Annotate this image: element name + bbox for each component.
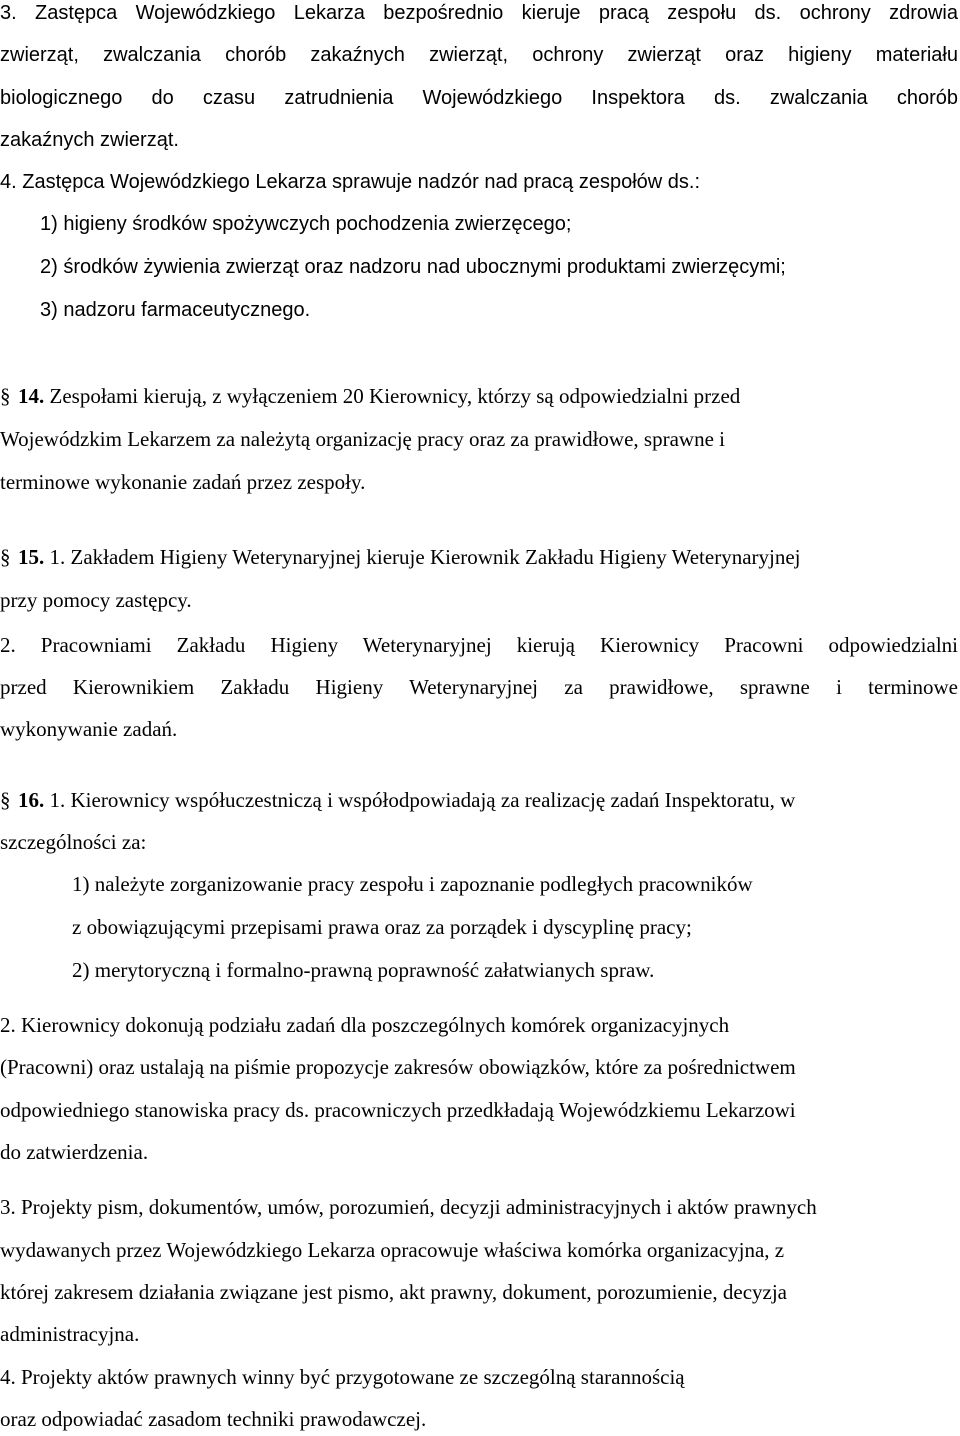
section-16-p3-line1: 3. Projekty pism, dokumentów, umów, porozumień, decyzji administracyjnych i aktów prawnych bbox=[0, 1195, 817, 1219]
section-14-number: 14. bbox=[18, 384, 45, 408]
section-16-number: 16. bbox=[18, 788, 45, 812]
section-16-item1-line2: z obowiązującymi przepisami prawa oraz za porządek i dyscyplinę pracy; bbox=[72, 915, 692, 939]
section-16-p4-line1: 4. Projekty aktów prawnych winny być przygotowane ze szczególną starannością bbox=[0, 1365, 685, 1389]
section-sign-icon: § bbox=[0, 384, 11, 408]
para4-intro: 4. Zastępca Wojewódzkiego Lekarza sprawuje nadzór nad pracą zespołów ds.: bbox=[0, 171, 701, 193]
para3-line4: zakaźnych zwierząt. bbox=[0, 129, 179, 151]
section-16-p3-line4: administracyjna. bbox=[0, 1322, 140, 1346]
section-sign-icon: § bbox=[0, 545, 11, 569]
para4-item-2: 2) środków żywienia zwierząt oraz nadzoru nad ubocznymi produktami zwierzęcymi; bbox=[40, 256, 786, 278]
section-16-p4-line2: oraz odpowiadać zasadom techniki prawodawczej. bbox=[0, 1407, 427, 1431]
section-15-p1-text: 1. Zakładem Higieny Weterynaryjnej kieruje Kierownik Zakładu Higieny Weterynaryjnej bbox=[49, 545, 801, 569]
section-16-item2: 2) merytoryczną i formalno-prawną poprawność załatwianych spraw. bbox=[72, 958, 655, 982]
section-14-line1 bbox=[0, 383, 740, 409]
section-15-p1-line2: przy pomocy zastępcy. bbox=[0, 588, 192, 612]
section-15-line1 bbox=[0, 544, 801, 570]
section-15-number: 15. bbox=[18, 545, 45, 569]
section-sign-icon: § bbox=[0, 788, 11, 812]
section-14-text1: Zespołami kierują, z wyłączeniem 20 Kierownicy, którzy są odpowiedzialni przed bbox=[49, 384, 741, 408]
section-16-p1-line2: szczególności za: bbox=[0, 830, 147, 854]
para3-line2: zwierząt, zwalczania chorób zakaźnych zwierząt, ochrony zwierząt oraz higieny materiału bbox=[0, 44, 958, 66]
para3-line1: 3. Zastępca Wojewódzkiego Lekarza bezpośrednio kieruje pracą zespołu ds. ochrony zdrowia bbox=[0, 2, 958, 24]
section-14-line3: terminowe wykonanie zadań przez zespoły. bbox=[0, 470, 366, 494]
section-16-p3-line3: której zakresem działania związane jest pismo, akt prawny, dokument, porozumienie, decyzja bbox=[0, 1280, 787, 1304]
para4-item-1: 1) higieny środków spożywczych pochodzenia zwierzęcego; bbox=[40, 213, 572, 235]
section-15-p2-line1: 2. Pracowniami Zakładu Higieny Weterynaryjnej kierują Kierownicy Pracowni odpowiedzialni bbox=[0, 633, 958, 657]
section-15-p2-line3: wykonywanie zadań. bbox=[0, 717, 178, 741]
section-16-item1-line1: 1) należyte zorganizowanie pracy zespołu i zapoznanie podległych pracowników bbox=[72, 872, 753, 896]
section-16-p1-text: 1. Kierownicy współuczestniczą i współodpowiadają za realizację zadań Inspektoratu, w bbox=[49, 788, 796, 812]
para3-line3: biologicznego do czasu zatrudnienia Wojewódzkiego Inspektora ds. zwalczania chorób bbox=[0, 87, 958, 109]
section-16-p2-line1: 2. Kierownicy dokonują podziału zadań dla poszczególnych komórek organizacyjnych bbox=[0, 1013, 730, 1037]
section-14-line2: Wojewódzkim Lekarzem za należytą organizację pracy oraz za prawidłowe, sprawne i bbox=[0, 427, 725, 451]
section-16-p2-line3: odpowiedniego stanowiska pracy ds. pracowniczych przedkładają Wojewódzkiemu Lekarzowi bbox=[0, 1098, 796, 1122]
section-16-line1 bbox=[0, 787, 795, 813]
section-16-p3-line2: wydawanych przez Wojewódzkiego Lekarza opracowuje właściwa komórka organizacyjna, z bbox=[0, 1238, 785, 1262]
section-16-p2-line2: (Pracowni) oraz ustalają na piśmie propozycje zakresów obowiązków, które za pośrednictwem bbox=[0, 1055, 796, 1079]
section-16-p2-line4: do zatwierdzenia. bbox=[0, 1140, 149, 1164]
para4-item-3: 3) nadzoru farmaceutycznego. bbox=[40, 299, 311, 321]
section-15-p2-line2: przed Kierownikiem Zakładu Higieny Weterynaryjnej za prawidłowe, sprawne i terminowe bbox=[0, 675, 958, 699]
